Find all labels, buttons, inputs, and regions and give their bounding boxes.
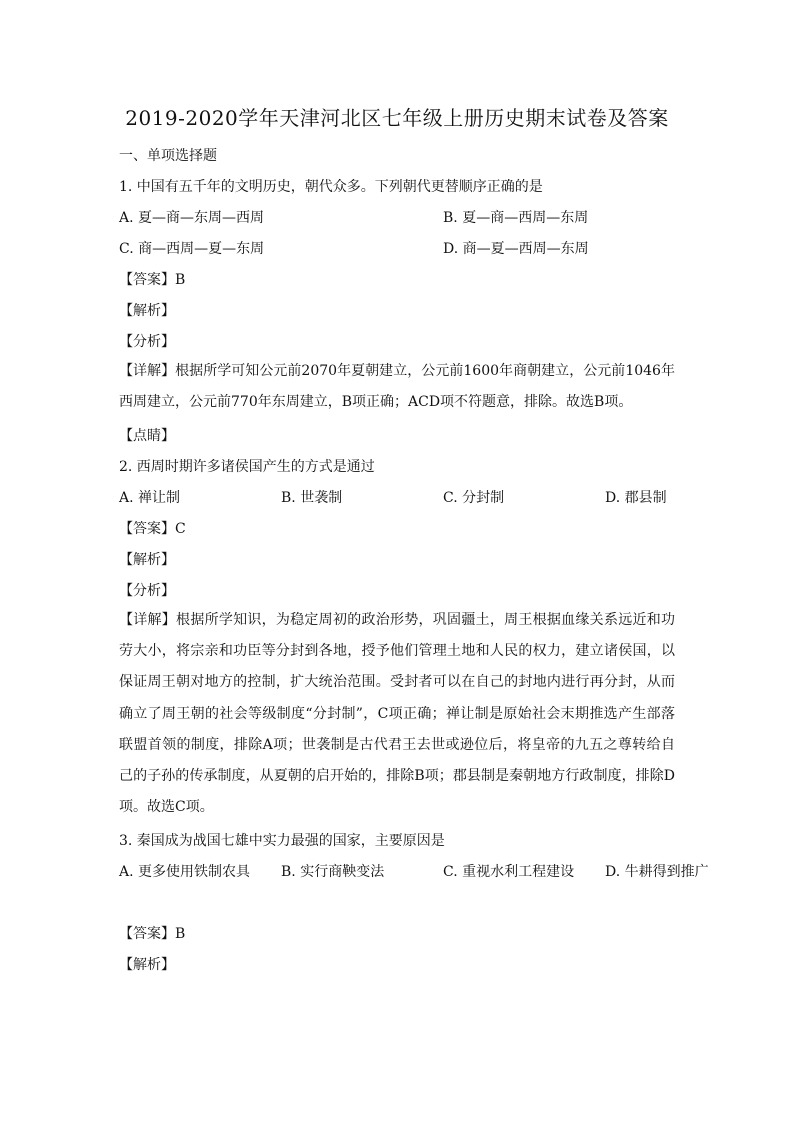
q2-stem: 2. 西周时期许多诸侯国产生的方式是通过 xyxy=(119,459,375,475)
document-title: 2019-2020学年天津河北区七年级上册历史期末试卷及答案 xyxy=(125,106,669,130)
q1-option-b: B. 夏—商—西周—东周 xyxy=(443,210,589,226)
q1-detail: 【详解】根据所学可知公元前2070年夏朝建立，公元前1600年商朝建立，公元前1046年西周建立，公元前770年东周建立，B项正确；ACD项不符题意，排除。故选B项。 xyxy=(119,363,675,411)
q2-jiexi: 【解析】 xyxy=(119,552,175,568)
q1-dianjing: 【点睛】 xyxy=(119,428,175,444)
q2-detail: 【详解】根据所学知识，为稳定周初的政治形势，巩固疆土，周王根据血缘关系远近和功劳大小，将宗亲和功臣等分封到各地，授予他们管理土地和人民的权力，建立诸侯国，以保证周王朝对地方的控制，扩大统治范围。受封者可以在自己的封地内进行再分封，从而确立了周王朝的社会等级制度“分封制”，C项正确；禅让制是原始社会末期推选产生部落联盟首领的制度，排除A项；世袭制是古代君王去世或逊位后，将皇帝的九五之尊转给自己的子孙的传承制度，从夏朝的启开始的，排除B项；郡县制是秦朝地方行政制度，排除D项。故选C项。 xyxy=(119,612,675,816)
q1-stem: 1. 中国有五千年的文明历史，朝代众多。下列朝代更替顺序正确的是 xyxy=(119,179,543,195)
q1-option-c: C. 商—西周—夏—东周 xyxy=(119,241,265,257)
q3-stem: 3. 秦国成为战国七雄中实力最强的国家，主要原因是 xyxy=(119,833,445,849)
q3-answer: 【答案】B xyxy=(119,926,186,942)
q2-option-a: A. 禅让制 xyxy=(119,490,181,506)
q3-option-c: C. 重视水利工程建设 xyxy=(443,864,575,880)
q1-jiexi: 【解析】 xyxy=(119,303,175,319)
q1-fenxi: 【分析】 xyxy=(119,334,175,350)
q1-option-a: A. 夏—商—东周—西周 xyxy=(119,210,265,226)
q3-jiexi: 【解析】 xyxy=(119,957,175,973)
q1-answer: 【答案】B xyxy=(119,272,186,288)
q2-option-b: B. 世袭制 xyxy=(281,490,343,506)
q2-option-d: D. 郡县制 xyxy=(605,490,667,506)
q1-option-d: D. 商—夏—西周—东周 xyxy=(443,241,589,257)
q3-option-b: B. 实行商鞅变法 xyxy=(281,864,385,880)
q2-option-c: C. 分封制 xyxy=(443,490,505,506)
section-heading: 一、单项选择题 xyxy=(119,148,217,164)
q2-answer: 【答案】C xyxy=(119,521,186,537)
q3-option-a: A. 更多使用铁制农具 xyxy=(119,864,251,880)
q2-fenxi: 【分析】 xyxy=(119,583,175,599)
q3-option-d: D. 牛耕得到推广 xyxy=(605,864,709,880)
